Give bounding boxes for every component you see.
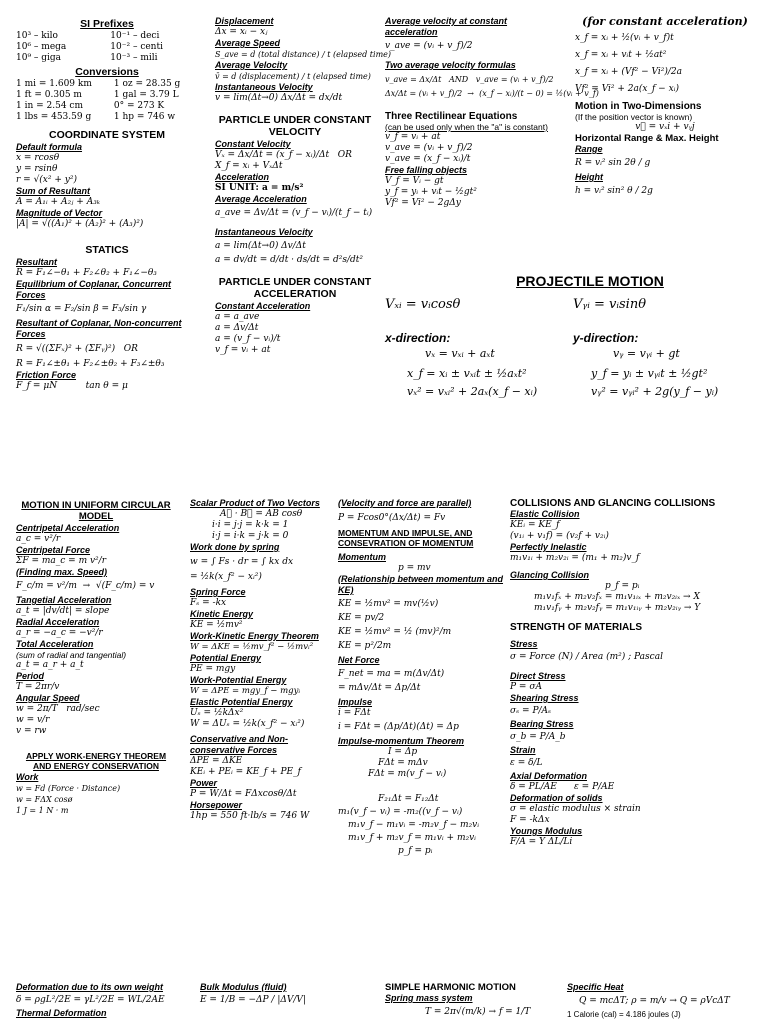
cell: 1 ft = 0.305 m — [16, 90, 82, 100]
formula: a_r = −a_c = −v²/r — [16, 628, 103, 638]
scalar-product-label: Scalar Product of Two Vectors — [190, 498, 320, 508]
formula: y_f = yᵢ ± vᵧᵢt ± ½gt² — [591, 367, 708, 380]
formula: i = FΔt — [338, 708, 371, 718]
formula: R = F₁∠±θ₁ + F₂∠±θ₂ + F₃∠±θ₃ — [16, 359, 165, 369]
constant-acc-title: (for constant acceleration) — [582, 15, 748, 28]
velocity-force-parallel-label: (Velocity and force are parallel) — [338, 498, 472, 508]
youngs-modulus-label: Youngs Modulus — [510, 826, 583, 836]
col-constant-acceleration — [575, 16, 755, 200]
perfectly-inelastic-label: Perfectly Inelastic — [510, 542, 587, 552]
bulk-modulus-label: Bulk Modulus (fluid) — [200, 982, 287, 992]
formula: v_ave = (x_f − xᵢ)/t — [385, 154, 471, 164]
formula: 1 J = 1 N · m — [16, 806, 69, 815]
instantaneous-velocity-label: Instantaneous Velocity — [215, 82, 313, 92]
formula: m₁v₁fᵧ + m₂v₂fᵧ = m₁v₁ᵢᵧ + m₂v₂ᵢᵧ → Y — [534, 603, 701, 613]
conservative-forces-label: Conservative and Non-conservative Forces — [190, 734, 289, 755]
formula: w = Fd (Force · Distance) — [16, 784, 121, 793]
formula: X_f = xᵢ + VₓΔt — [215, 161, 283, 171]
direct-stress-label: Direct Stress — [510, 671, 566, 681]
bottom-deformation — [16, 982, 191, 1019]
specific-heat-label: Specific Heat — [567, 982, 624, 992]
formula: x = rcosθ — [16, 153, 60, 163]
formula: v̄ = d (displacement) / t (elapsed time) — [215, 72, 371, 81]
table-row — [16, 90, 184, 101]
coord-title: COORDINATE SYSTEM — [49, 129, 165, 141]
range-height-title: Horizontal Range & Max. Height — [575, 133, 719, 144]
formula: a_c = v²/r — [16, 534, 61, 544]
thermal-deformation-label: Thermal Deformation — [16, 1008, 107, 1018]
constant-acceleration-label: Constant Acceleration — [215, 301, 311, 311]
x-direction-label: x-direction: — [385, 331, 451, 345]
formula: m₁(v_f − vᵢ) = -m₂((v_f − vᵢ) — [338, 807, 463, 817]
cell: 10³ – kilo — [16, 31, 58, 41]
formula: i·i = j·j = k·k = 1 — [212, 520, 289, 530]
radial-acc-label: Radial Acceleration — [16, 617, 100, 627]
formula: Uₛ = ½kΔx² — [190, 708, 244, 718]
formula: h = vᵢ² sin² θ / 2g — [575, 186, 653, 196]
col-work-energy — [190, 498, 335, 822]
impulse-label: Impulse — [338, 697, 373, 707]
formula: m₁v₁fₓ + m₂v₂fₓ = m₁v₁ᵢₓ + m₂v₂ᵢₓ → X — [534, 592, 700, 602]
formula: F/A = Y ΔL/Li — [510, 837, 573, 847]
table-row — [16, 112, 184, 123]
net-force-label: Net Force — [338, 655, 380, 665]
horsepower-label: Horsepower — [190, 800, 243, 810]
formula: F = -kΔx — [510, 815, 550, 825]
formula: ΔPE = ΔKE — [190, 756, 243, 766]
y-direction-label: y-direction: — [573, 331, 639, 345]
formula: a = lim(Δt→0) Δv/Δt — [215, 241, 306, 251]
potential-energy-label: Potential Energy — [190, 653, 262, 663]
calorie-note: 1 Calorie (cal) = 4.186 joules (J) — [567, 1010, 681, 1019]
formula: R = vᵢ² sin 2θ / g — [575, 158, 651, 168]
formula: W = ΔKE = ½mv_f² − ½mvᵢ² — [190, 642, 314, 652]
formula: a = dv/dt = d/dt · ds/dt = d²s/dt² — [215, 255, 363, 265]
table-row — [16, 101, 184, 112]
cell: 0° = 273 K — [113, 101, 165, 111]
formula: m₁v_f + m₂v_f = m₁vᵢ + m₂vᵢ — [348, 833, 476, 843]
formula: S_ave = d (total distance) / t (elapsed time) — [215, 50, 392, 59]
formula: v_ave = Δx/Δt AND v_ave = (vᵢ + v_f)/2 — [385, 75, 554, 84]
formula: r = √(x² + y²) — [16, 175, 77, 185]
resultant-label: Resultant — [16, 257, 58, 267]
formula: Vf² = Vi² − 2gΔy — [385, 198, 461, 208]
friction-label: Friction Force — [16, 370, 77, 380]
formula: P = W/Δt = FΔxcosθ/Δt — [190, 789, 297, 799]
formula: w = ∫ Fs · dr = ∫ kx dx — [190, 557, 294, 567]
formula: a_ave = Δv/Δt = (v_f − vᵢ)/(t_f − tᵢ) — [215, 208, 373, 218]
momentum-label: Momentum — [338, 552, 386, 562]
statics-title: STATICS — [85, 244, 129, 256]
formula: Vₓ = Δx/Δt = (x_f − xᵢ)/Δt OR — [215, 150, 352, 160]
bottom-shm — [385, 982, 555, 1018]
formula: a_t = a_r + a_t — [16, 660, 84, 670]
formula: (v₁ᵢ + v₁f) = (v₂f + v₂ᵢ) — [510, 531, 609, 541]
formula: KE = p²/2m — [338, 641, 392, 651]
deformation-own-weight-label: Deformation due to its own weight — [16, 982, 163, 992]
three-rectilinear-title: Three Rectilinear Equations — [385, 111, 518, 122]
impulse-momentum-label: Impulse-momentum Theorem — [338, 736, 465, 746]
formula: F₂₁Δt = F₁₂Δt — [378, 794, 439, 804]
si-title: SI Prefixes — [80, 18, 134, 30]
cell: 10⁻² – centi — [110, 42, 163, 52]
formula: A⃗ · B⃗ = AB cosθ — [220, 509, 303, 519]
formula: δ = PL/AE ε = P/AE — [510, 782, 615, 792]
cell: 10⁻³ – mili — [110, 53, 158, 63]
formula: KEᵢ + PEᵢ = KE_f + PE_f — [190, 767, 301, 777]
formula: vₓ = vₓᵢ + aₓt — [425, 347, 495, 360]
formula: F_net = ma = m(Δv/Δt) — [338, 669, 445, 679]
formula: y_f = yᵢ + vᵢt − ½gt² — [385, 187, 477, 197]
formula: R = F₁∠−θ₁ + F₂∠θ₂ + F₁∠−θ₃ — [16, 268, 157, 278]
formula: a = a_ave — [215, 312, 260, 322]
average-acceleration-label: Average Acceleration — [215, 194, 307, 204]
formula: Vf² = Vi² + 2a(x_f − xᵢ) — [575, 84, 679, 94]
formula: σ = elastic modulus × strain — [510, 804, 641, 814]
resultant-nonconcurrent-label: Resultant of Coplanar, Non-concurrent Forces — [16, 318, 182, 339]
formula: vᵧ² = vᵧᵢ² + 2g(y_f − yᵢ) — [591, 385, 719, 398]
cell: 10⁶ – mega — [16, 42, 67, 52]
instantaneous-velocity-label-2: Instantaneous Velocity — [215, 227, 313, 237]
formula: A = A₁ᵢ + A₂ⱼ + A₃ₖ — [16, 197, 101, 207]
pca-title: PARTICLE UNDER CONSTANT ACCELERATION — [218, 276, 372, 300]
formula: KE = ½mv² — [190, 620, 243, 630]
elastic-collision-label: Elastic Collision — [510, 509, 580, 519]
average-velocity-label: Average Velocity — [215, 60, 288, 70]
formula: SI UNIT: a = m/s² — [215, 183, 304, 193]
avg-velocity-const-acc-label: Average velocity at constant acceleration — [385, 16, 508, 37]
formula: Δx = xᵢ − xⱼ — [215, 27, 268, 37]
col-circular-motion — [16, 498, 176, 816]
formula: ε = δ/L — [510, 758, 543, 768]
formula: σₛ = P/Aₛ — [510, 706, 552, 716]
formula: v⃗ = vₓi + vᵧj — [635, 122, 695, 132]
strength-materials-title: STRENGTH OF MATERIALS — [510, 622, 643, 633]
formula: = ½k(x_f² − xᵢ²) — [190, 572, 262, 582]
formula: vₓ² = vₓᵢ² + 2aₓ(x_f − xᵢ) — [407, 385, 538, 398]
spring-force-label: Spring Force — [190, 587, 246, 597]
formula: F_c/m = v²/m → √(F_c/m) = v — [16, 581, 155, 591]
magnitude-label: Magnitude of Vector — [16, 208, 103, 218]
formula: E = 1/B = −ΔP / |ΔV/V| — [200, 995, 306, 1005]
work-energy-title: APPLY WORK-ENERGY THEOREM AND ENERGY CONSERVATION — [25, 751, 167, 771]
work-ke-theorem-label: Work-Kinetic Energy Theorem — [190, 631, 319, 641]
formula: v_f = vᵢ + at — [215, 345, 271, 355]
formula: v = lim(Δt→0) Δx/Δt = dx/dt — [215, 93, 343, 103]
range-label: Range — [575, 144, 603, 154]
finding-max-speed-label: (Finding max. Speed) — [16, 567, 108, 577]
formula: I = Δp — [388, 747, 418, 757]
formula: a_t = |dv/dt| = slope — [16, 606, 110, 616]
formula: PE = mgy — [190, 664, 236, 674]
three-rectilinear-note: (can be used only when the "a" is constant) — [385, 122, 548, 132]
default-formula-label: Default formula — [16, 142, 83, 152]
projectile-title: PROJECTILE MOTION — [516, 273, 664, 289]
formula: p_f = pᵢ — [398, 846, 433, 856]
formula: 1hp = 550 ft·lb/s = 746 W — [190, 811, 310, 821]
total-acc-label: Total Acceleration — [16, 639, 94, 649]
equilibrium-label: Equilibrium of Coplanar, Concurrent Forces — [16, 279, 172, 300]
bottom-specific-heat — [567, 982, 757, 1020]
formula: w = v/r — [16, 715, 50, 725]
formula: p_f = pᵢ — [605, 581, 640, 591]
formula: = mΔv/Δt = Δp/Δt — [338, 683, 421, 693]
cell: 1 mi = 1.609 km — [16, 79, 92, 89]
formula: x_f = xᵢ + ½(vᵢ + v_f)t — [575, 33, 674, 43]
formula: x_f = xᵢ + vᵢt + ½at² — [575, 50, 667, 60]
formula: P = Fcos0°(Δx/Δt) = Fv — [338, 513, 446, 523]
col-collisions-strength — [510, 498, 760, 848]
formula: V_f = Vᵢ − gt — [385, 176, 444, 186]
formula: v_ave = (vᵢ + v_f)/2 — [385, 143, 473, 153]
relationship-label: (Relationship between momentum and KE) — [338, 574, 504, 595]
formula: y = rsinθ — [16, 164, 58, 174]
motion-2d-note: (If the position vector is known) — [575, 112, 693, 122]
shm-title: SIMPLE HARMONIC MOTION — [385, 982, 516, 993]
free-falling-label: Free falling objects — [385, 165, 468, 175]
formula: v_ave = (vᵢ + v_f)/2 — [385, 41, 473, 51]
formula: T = 2π√(m/k) → f = 1/T — [425, 1007, 531, 1017]
formula: v = rw — [16, 726, 47, 736]
formula: m₁v_f − m₁vᵢ = -m₂v_f − m₂vᵢ — [348, 820, 480, 830]
formula: i = FΔt = (Δp/Δt)(Δt) = Δp — [338, 722, 459, 732]
formula: FΔt = mΔv — [378, 758, 428, 768]
spring-mass-label: Spring mass system — [385, 993, 473, 1003]
cell: 1 lbs = 453.59 g — [16, 112, 92, 122]
strain-label: Strain — [510, 745, 536, 755]
formula: σ_b = P/A_b — [510, 732, 566, 742]
formula: F₁/sin α = F₂/sin β = F₃/sin γ — [16, 304, 147, 314]
momentum-title: MOMENTUM AND IMPULSE, AND CONSEVRATION OF MOMENTUM — [338, 528, 474, 548]
cell: 10⁹ – giga — [16, 53, 62, 63]
formula: W = ΔUₛ = ½k(x_f² − xᵢ²) — [190, 719, 305, 729]
formula: KE = ½mv² = mv(½v) — [338, 599, 439, 609]
two-avg-velocity-label: Two average velocity formulas — [385, 60, 516, 70]
col-momentum — [338, 498, 503, 857]
formula: v_f = vᵢ + at — [385, 132, 441, 142]
formula: a = (v_f − vᵢ)/t — [215, 334, 281, 344]
col-kinematics — [215, 16, 392, 356]
tangential-acc-label: Tangetial Acceleration — [16, 595, 112, 605]
table-row — [16, 53, 167, 64]
formula: R = √((ΣFₓ)² + (ΣFᵧ)²) OR — [16, 344, 138, 354]
total-acc-note: (sum of radial and tangential) — [16, 650, 127, 660]
formula: FΔt = m(v_f − vᵢ) — [368, 769, 447, 779]
col-si-coord-statics — [16, 16, 198, 392]
cell: 1 hp = 746 w — [113, 112, 176, 122]
average-speed-label: Average Speed — [215, 38, 281, 48]
table-row — [16, 31, 167, 42]
formula: ΣF = ma_c = m v²/r — [16, 556, 106, 566]
formula: F_f = μN tan θ = μ — [16, 381, 128, 391]
power-label: Power — [190, 778, 218, 788]
glancing-collision-label: Glancing Collision — [510, 570, 590, 580]
table-row — [16, 42, 167, 53]
circular-title: MOTION IN UNIFORM CIRCULAR MODEL — [21, 500, 171, 522]
formula: i·j = i·k = j·k = 0 — [212, 531, 289, 541]
vy-formula: Vᵧᵢ = vᵢsinθ — [573, 297, 647, 312]
formula: KE = pv/2 — [338, 613, 385, 623]
formula: |A| = √((A₁)² + (A₂)² + (A₃)²) — [16, 219, 144, 229]
formula: Δx/Δt = (vᵢ + v_f)/2 → (x_f − xᵢ)/(t − 0) = ½(vᵢ + v_f) — [385, 89, 599, 98]
cell: 10⁻¹ – deci — [110, 31, 160, 41]
cell: 1 gal = 3.79 L — [113, 90, 179, 100]
motion-2d-title: Motion in Two-Dimensions — [575, 101, 702, 112]
formula: T = 2πr/v — [16, 682, 60, 692]
shearing-stress-label: Shearing Stress — [510, 693, 579, 703]
elastic-pe-label: Elastic Potential Energy — [190, 697, 293, 707]
bearing-stress-label: Bearing Stress — [510, 719, 574, 729]
formula: P = σA — [510, 682, 542, 692]
table-row — [16, 79, 184, 90]
formula: Q = mcΔT; ρ = m/v → Q = ρVcΔT — [579, 996, 730, 1006]
formula: σ = Force (N) / Area (m²) ; Pascal — [510, 652, 663, 662]
period-label: Period — [16, 671, 45, 681]
work-pe-label: Work-Potential Energy — [190, 675, 287, 685]
deformation-solids-label: Deformation of solids — [510, 793, 603, 803]
formula: a = Δv/Δt — [215, 323, 259, 333]
axial-deformation-label: Axial Deformation — [510, 771, 588, 781]
height-label: Height — [575, 172, 603, 182]
centripetal-force-label: Centripetal Force — [16, 545, 91, 555]
work-spring-label: Work done by spring — [190, 542, 280, 552]
conversion-table — [16, 79, 184, 123]
constant-velocity-label: Constant Velocity — [215, 139, 291, 149]
cell: 1 in = 2.54 cm — [16, 101, 83, 111]
formula: Fₛ = -kx — [190, 598, 227, 608]
formula: vᵧ = vᵧᵢ + gt — [613, 347, 680, 360]
formula: p = mv — [398, 563, 431, 573]
projectile-section — [385, 270, 755, 417]
formula: δ = ρgL²/2E = γL²/2E = WL/2AE — [16, 995, 165, 1005]
formula: KE = ½mv² = ½ (mv)²/m — [338, 627, 452, 637]
formula: m₁v₁ᵢ + m₂v₂ᵢ = (m₁ + m₂)v_f — [510, 553, 640, 563]
formula: KEᵢ = KE_f — [510, 520, 560, 530]
stress-label: Stress — [510, 639, 538, 649]
kinetic-energy-label: Kinetic Energy — [190, 609, 254, 619]
pcv-title: PARTICLE UNDER CONSTANT VELOCITY — [218, 114, 372, 138]
formula: W = ΔPE = mgy_f − mgyᵢ — [190, 686, 301, 696]
conversions-title: Conversions — [75, 66, 139, 78]
sum-resultant-label: Sum of Resultant — [16, 186, 91, 196]
si-prefix-table — [16, 31, 167, 64]
formula: w = FΔX cosø — [16, 795, 73, 804]
displacement-label: Displacement — [215, 16, 274, 26]
centripetal-acc-label: Centripetal Acceleration — [16, 523, 120, 533]
formula: w = 2π/T rad/sec — [16, 704, 100, 714]
work-label: Work — [16, 772, 39, 782]
formula: x_f = xᵢ ± vₓᵢt ± ½aₓt² — [407, 367, 527, 380]
angular-speed-label: Angular Speed — [16, 693, 80, 703]
bottom-bulk-modulus — [200, 982, 370, 1008]
collisions-title: COLLISIONS AND GLANCING COLLISIONS — [510, 498, 716, 509]
formula: x_f = xᵢ + (Vf² − Vi²)/2a — [575, 67, 682, 77]
acceleration-label: Acceleration — [215, 172, 270, 182]
cell: 1 oz = 28.35 g — [113, 79, 181, 89]
vx-formula: Vₓᵢ = vᵢcosθ — [385, 297, 461, 312]
